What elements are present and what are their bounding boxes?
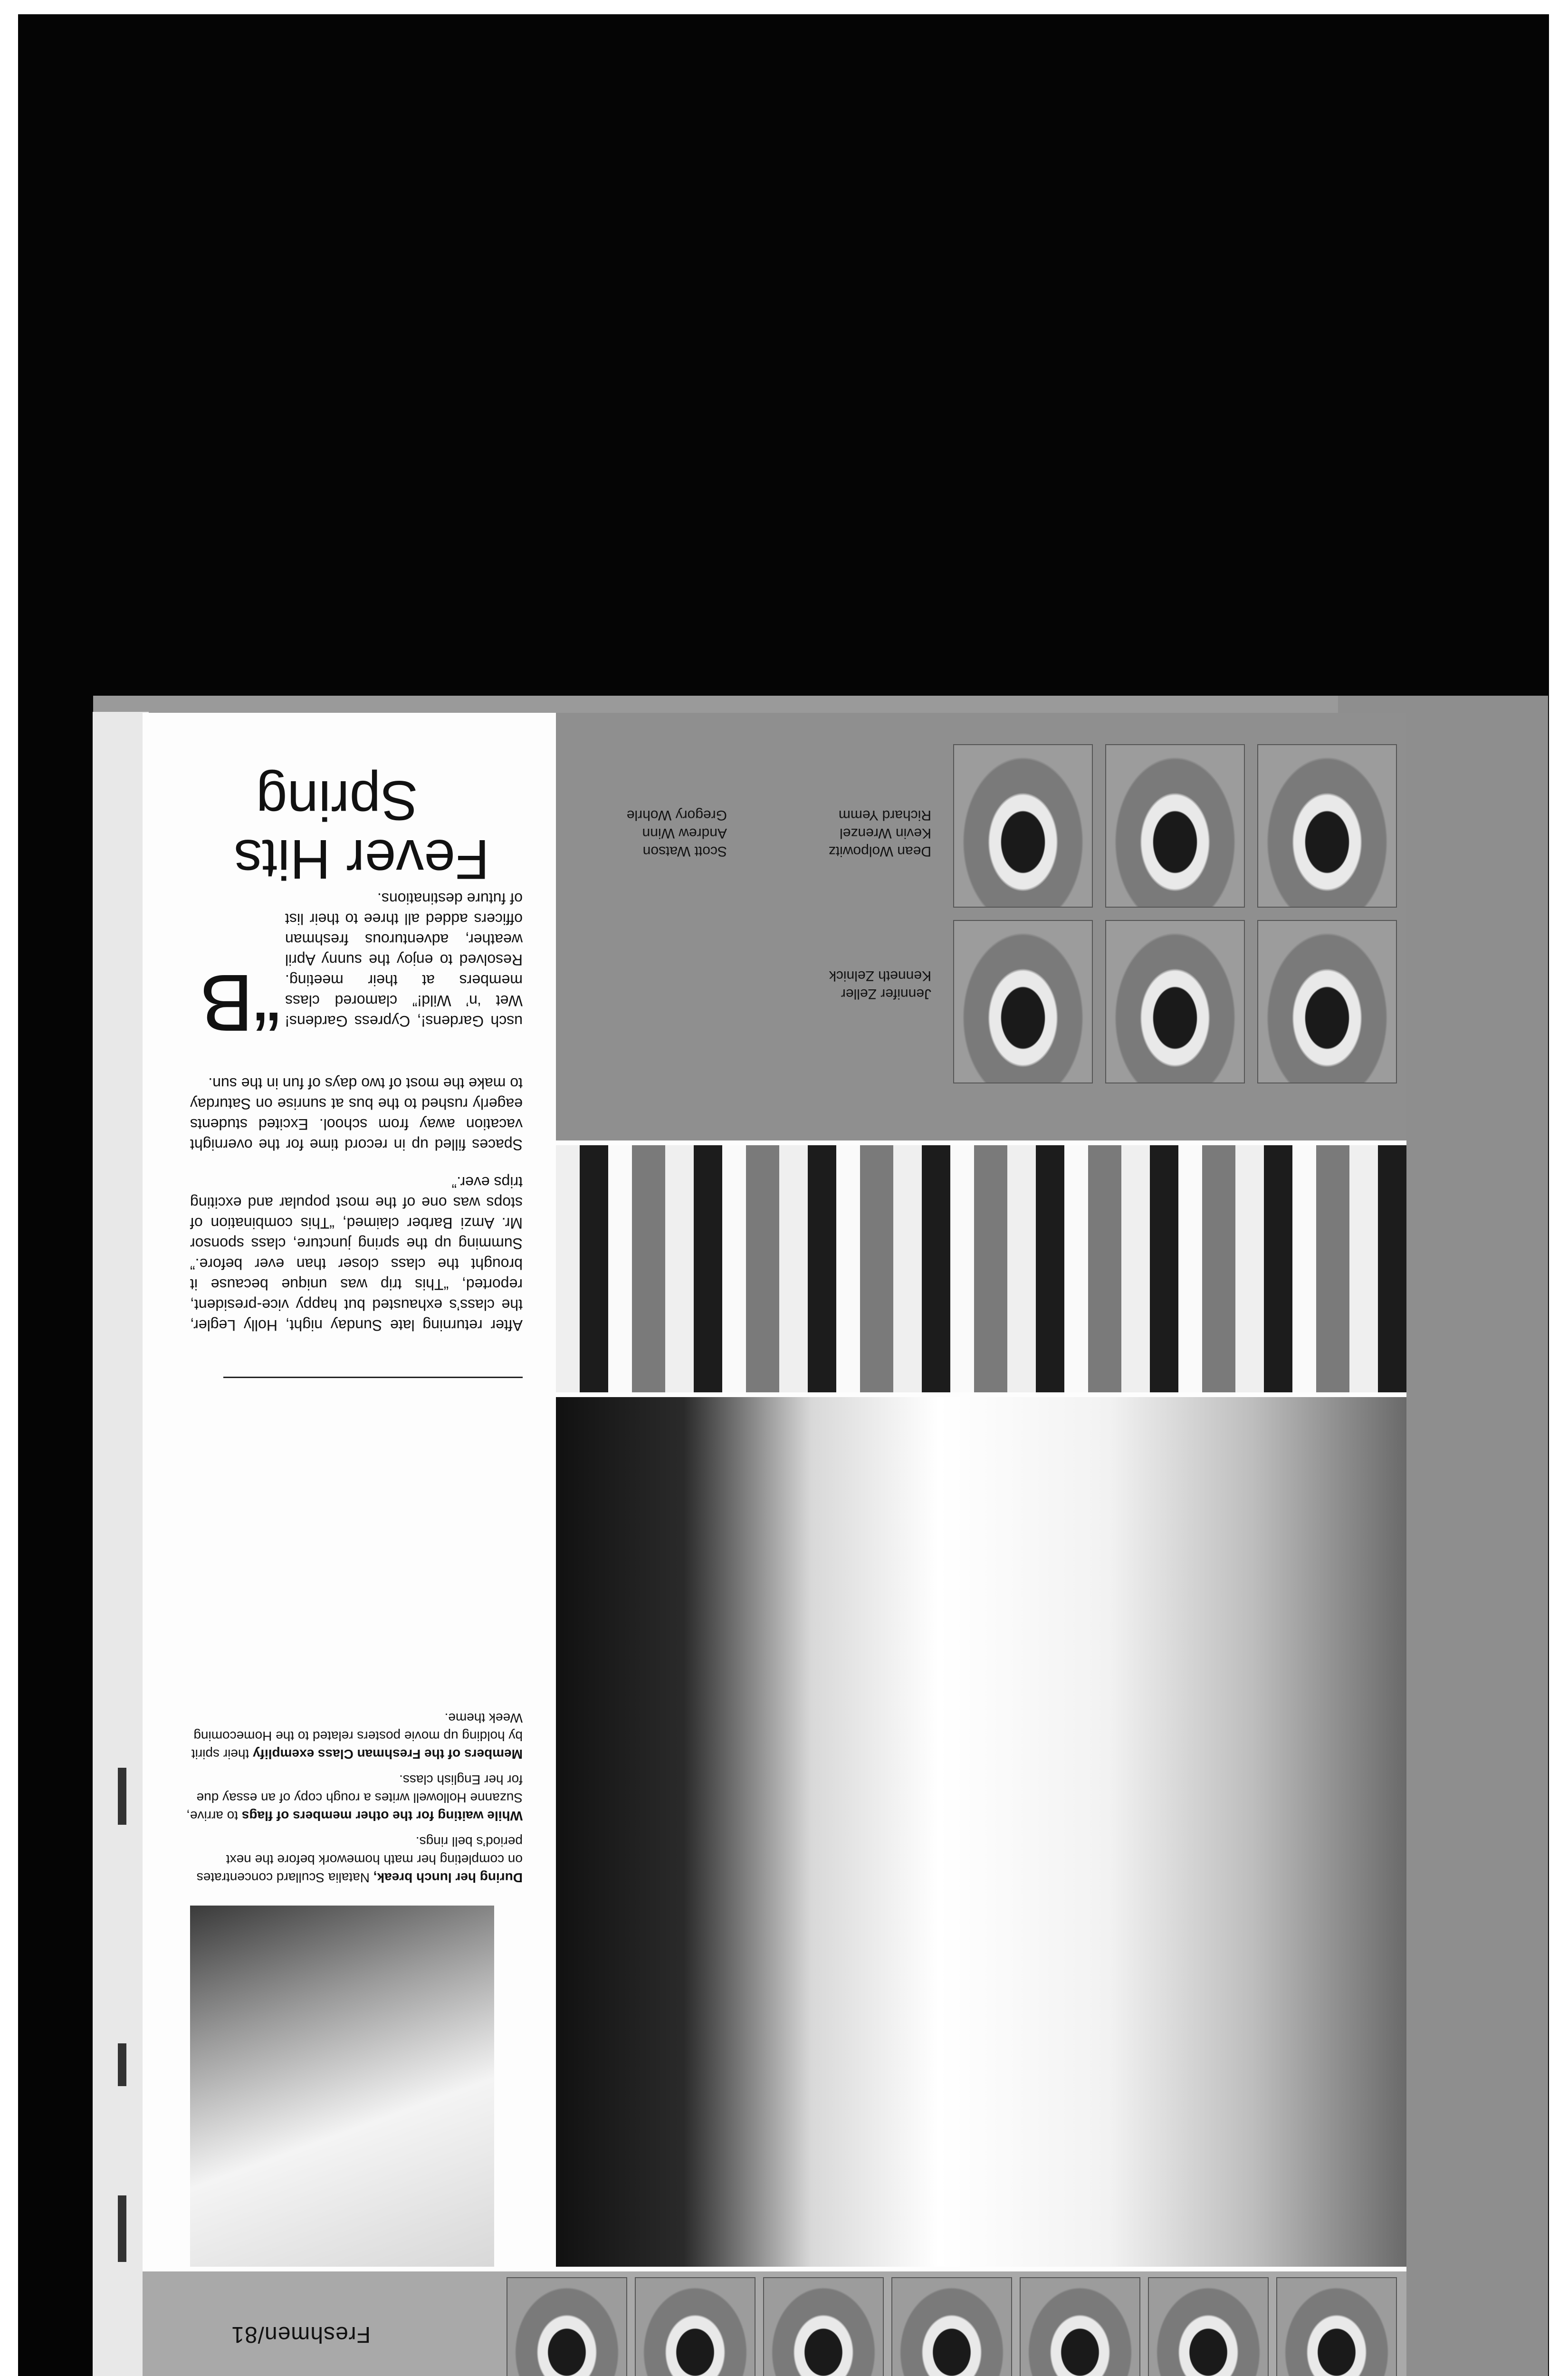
portrait-names: Scott Watson Andrew Winn Gregory Wohrle [626, 807, 727, 859]
caption-waiting [185, 1771, 523, 1825]
headline-line: Fever Hits [234, 828, 489, 891]
portrait-photo [1105, 744, 1245, 908]
portrait-photo [635, 2277, 755, 2376]
story-paragraph: Spaces filled up in record time for the overnight vacation away from school. Excited students eagerly rushed to the bus at sunrise on Saturday to make the most of two days of fun in the sun. [190, 1075, 523, 1153]
headline [234, 771, 489, 889]
portrait-photo [507, 2277, 627, 2376]
caption-text: to arrive, Suzanne Hollowell writes a rough copy of an essay due for her English class. [186, 1772, 523, 1823]
portrait-photo [1105, 920, 1245, 1083]
portrait-photo [891, 2277, 1012, 2376]
caption-lead: While waiting for the other members of flags [241, 1809, 523, 1823]
spine-mark [118, 1768, 126, 1825]
drop-cap: “B [200, 958, 280, 1048]
caption-text: Natalia Scullard concentrates on completing her math homework before the next period’s bell rings. [196, 1834, 523, 1885]
divider-rule [223, 1377, 523, 1378]
caption-text: their spirit by holding up movie posters related to the Homecoming Week theme. [191, 1711, 523, 1762]
posters-photo [556, 1145, 1406, 1392]
book-spine [93, 712, 149, 2376]
main-photo [556, 1397, 1406, 2267]
caption-members [185, 1709, 523, 1763]
portrait-photo [1020, 2277, 1140, 2376]
story-lead: usch Gardens!, Cypress Gardens! Wet ‘n’ Wild!” clamored class members at their meeting. Resolved to enjoy the sunny April weather, adventurous freshman officers added all three to their list of future destinations. [285, 890, 523, 1030]
portrait-photo [953, 744, 1093, 908]
story-paragraph: After returning late Sunday night, Holly Legler, the class’s exhausted but happy vice-president, reported, “This trip was unique because it brought the class closer than ever before.” Summing up the spring juncture, class sponsor Mr. Amzi Barber claimed, “This combination of stops was one of the most popular and exciting trips ever.” [190, 1174, 523, 1334]
portrait-photo [953, 920, 1093, 1083]
small-photo [190, 1906, 494, 2267]
spine-mark [118, 2043, 126, 2086]
portrait-photo [1257, 744, 1397, 908]
caption-lead: During her lunch break, [373, 1870, 523, 1885]
portrait-photo [1148, 2277, 1269, 2376]
portrait-photo [1276, 2277, 1397, 2376]
spine-mark [118, 2195, 126, 2262]
headline-line: Spring [256, 769, 418, 832]
portrait-names: Jennifer Zeller Kenneth Zelnick [829, 968, 931, 1002]
cover-edge [93, 696, 1338, 713]
caption-lunch [185, 1832, 523, 1887]
caption-lead: Members of the Freshman Class exemplify [253, 1747, 523, 1762]
page-folio: Freshmen/81 [231, 2322, 371, 2347]
portrait-photo [763, 2277, 884, 2376]
portrait-names: Dean Wolpowitz Kevin Wrenzel Richard Yemm [828, 807, 931, 859]
portrait-photo [1257, 920, 1397, 1083]
rotated-page-content [143, 713, 1406, 2376]
